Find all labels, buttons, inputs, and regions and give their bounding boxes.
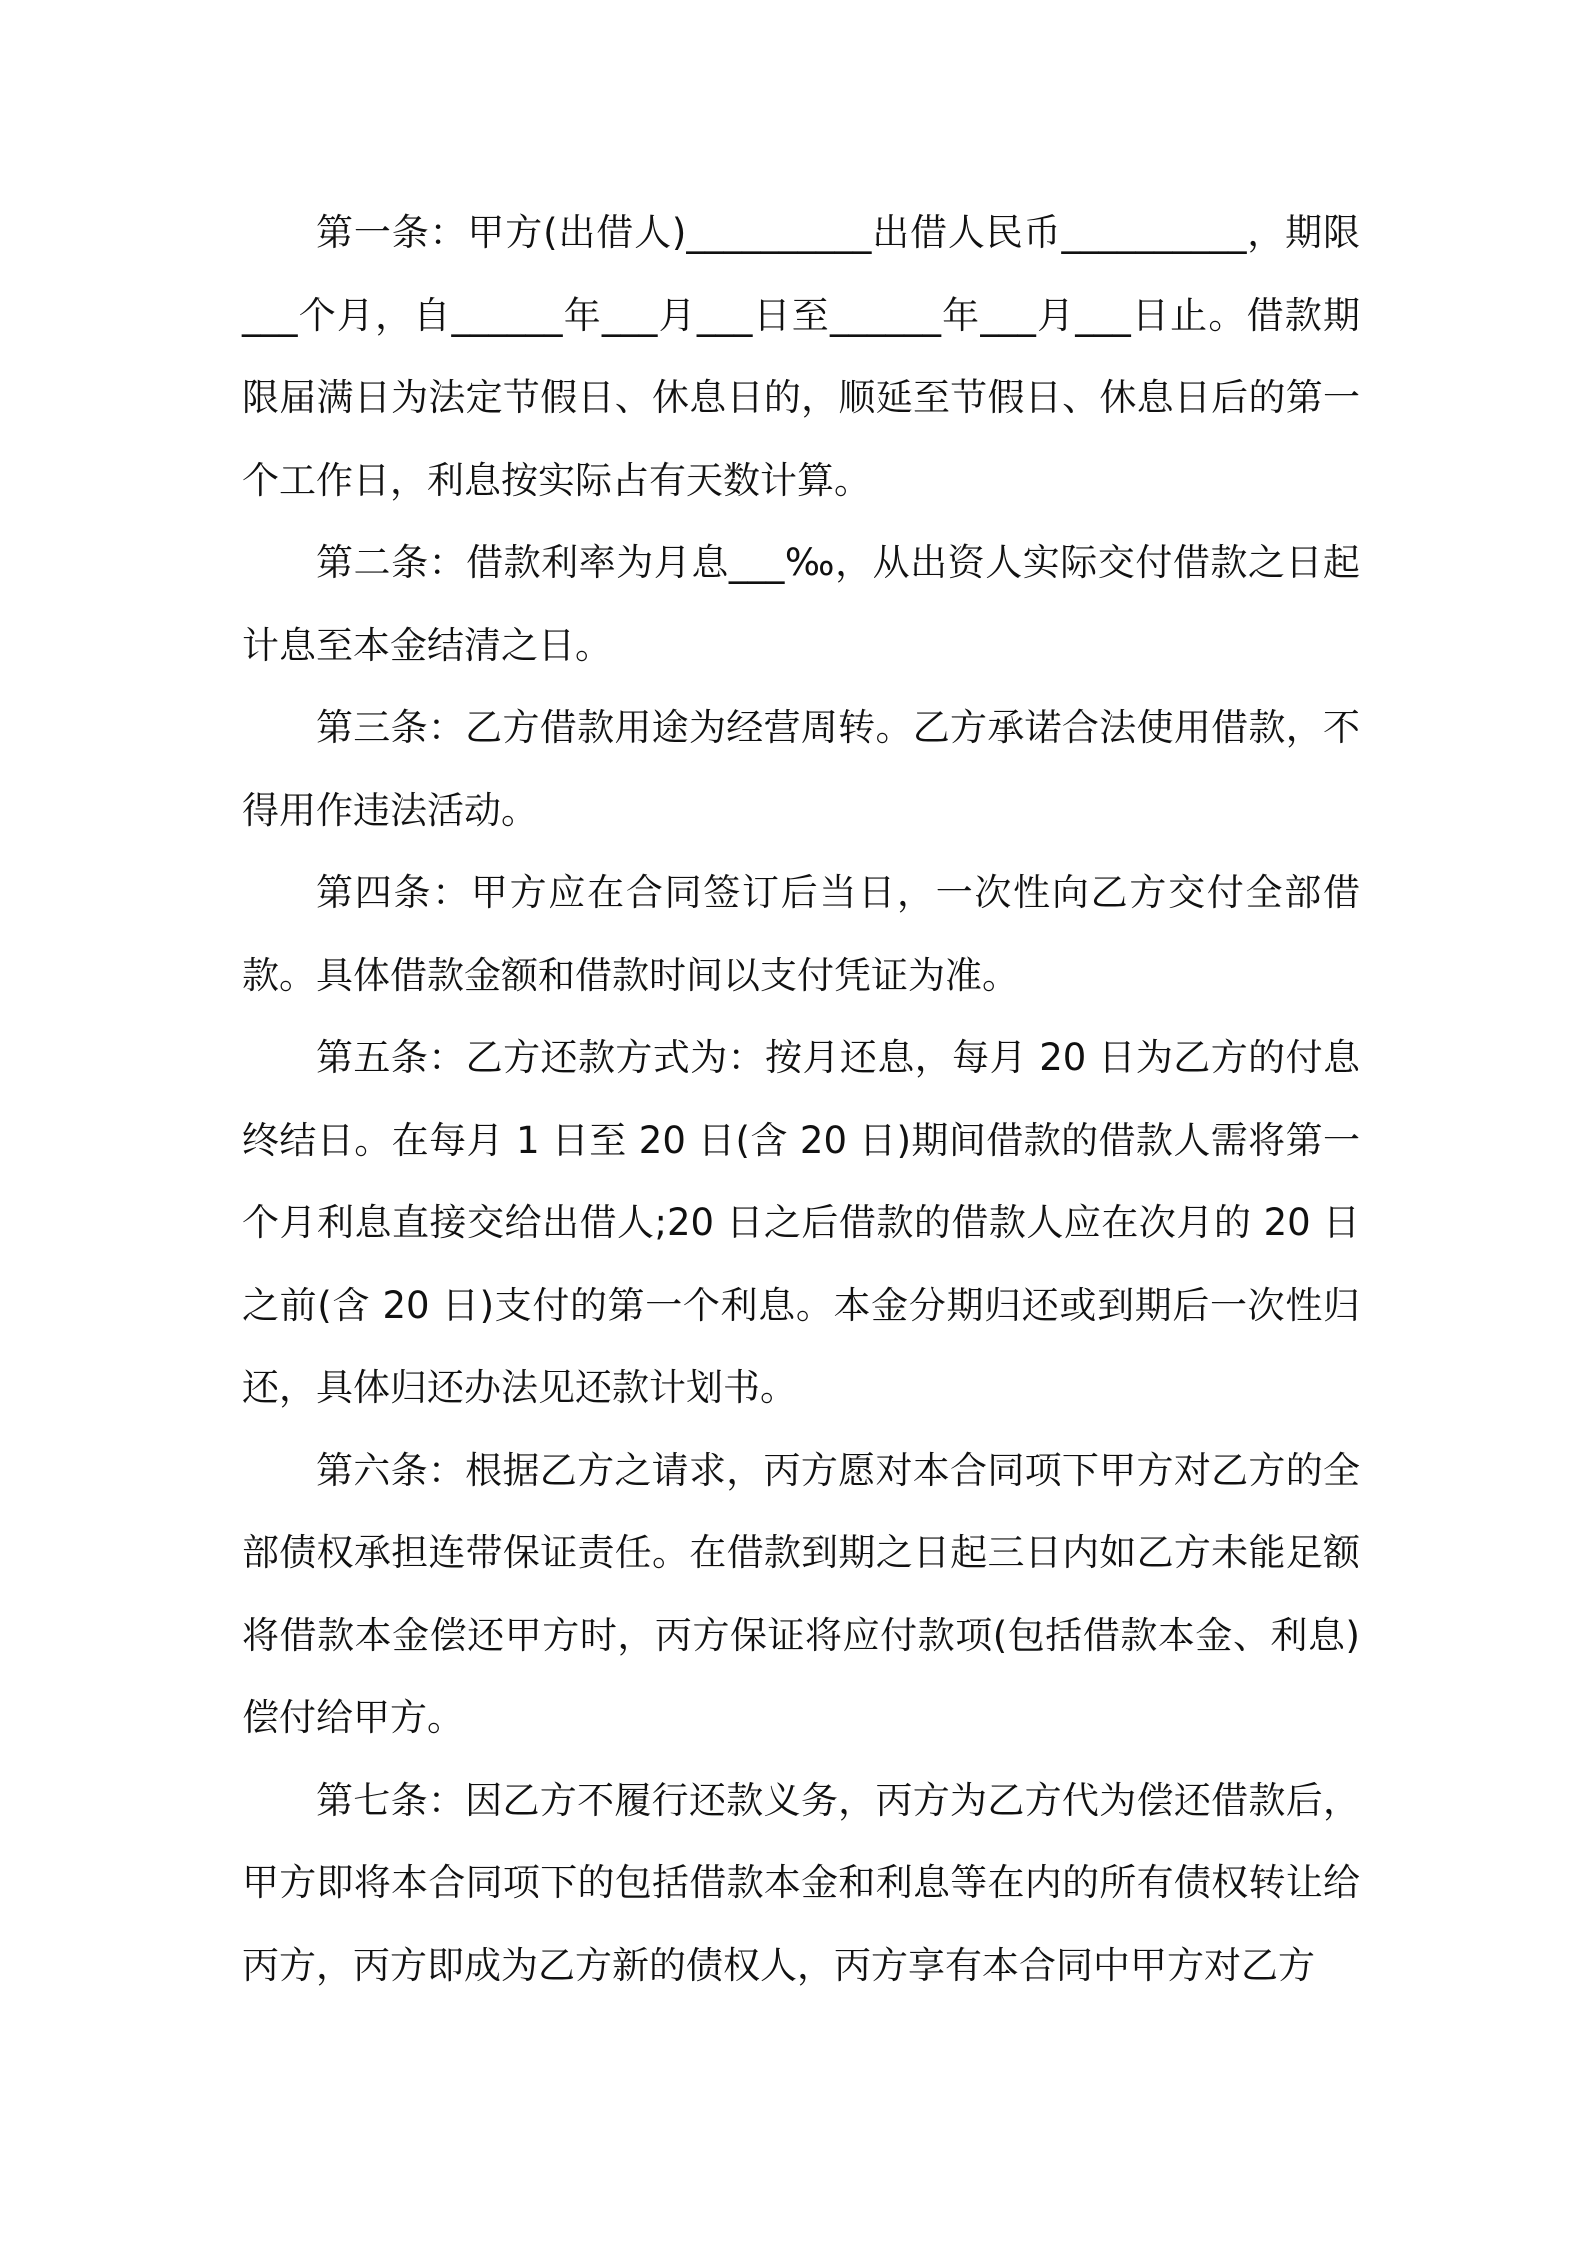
clause-3: 第三条：乙方借款用途为经营周转。乙方承诺合法使用借款，不得用作违法活动。 bbox=[242, 706, 1360, 832]
clause-7: 第七条：因乙方不履行还款义务，丙方为乙方代为偿还借款后，甲方即将本合同项下的包括借款本金和利息等在内的所有债权转让给丙方，丙方即成为乙方新的债权人，丙方享有本合同中甲方对乙方 bbox=[242, 1778, 1360, 1987]
clause-2: 第二条：借款利率为月息___‰，从出资人实际交付借款之日起计息至本金结清之日。 bbox=[242, 541, 1360, 667]
clause-5: 第五条：乙方还款方式为：按月还息，每月 20 日为乙方的付息终结日。在每月 1 日至 20 日(含 20 日)期间借款的借款人需将第一个月利息直接交给出借人;20 日之后借款的借款人应在次月的 20 日之前(含 20 日)支付的第一个利息。本金分期归还或到期后一次性归还，具体归还办法见还款计划书。 bbox=[242, 1036, 1360, 1409]
clause-4: 第四条：甲方应在合同签订后当日，一次性向乙方交付全部借款。具体借款金额和借款时间以支付凭证为准。 bbox=[242, 871, 1360, 997]
clause-1: 第一条：甲方(出借人)__________出借人民币__________，期限___个月，自______年___月___日至______年___月___日止。借款期限届满日为法定节假日、休息日的，顺延至节假日、休息日后的第一个工作日，利息按实际占有天数计算。 bbox=[242, 211, 1360, 502]
clause-6: 第六条：根据乙方之请求，丙方愿对本合同项下甲方对乙方的全部债权承担连带保证责任。在借款到期之日起三日内如乙方未能足额将借款本金偿还甲方时，丙方保证将应付款项(包括借款本金、利息)偿付给甲方。 bbox=[242, 1448, 1360, 1739]
contract-body bbox=[242, 192, 1360, 2007]
